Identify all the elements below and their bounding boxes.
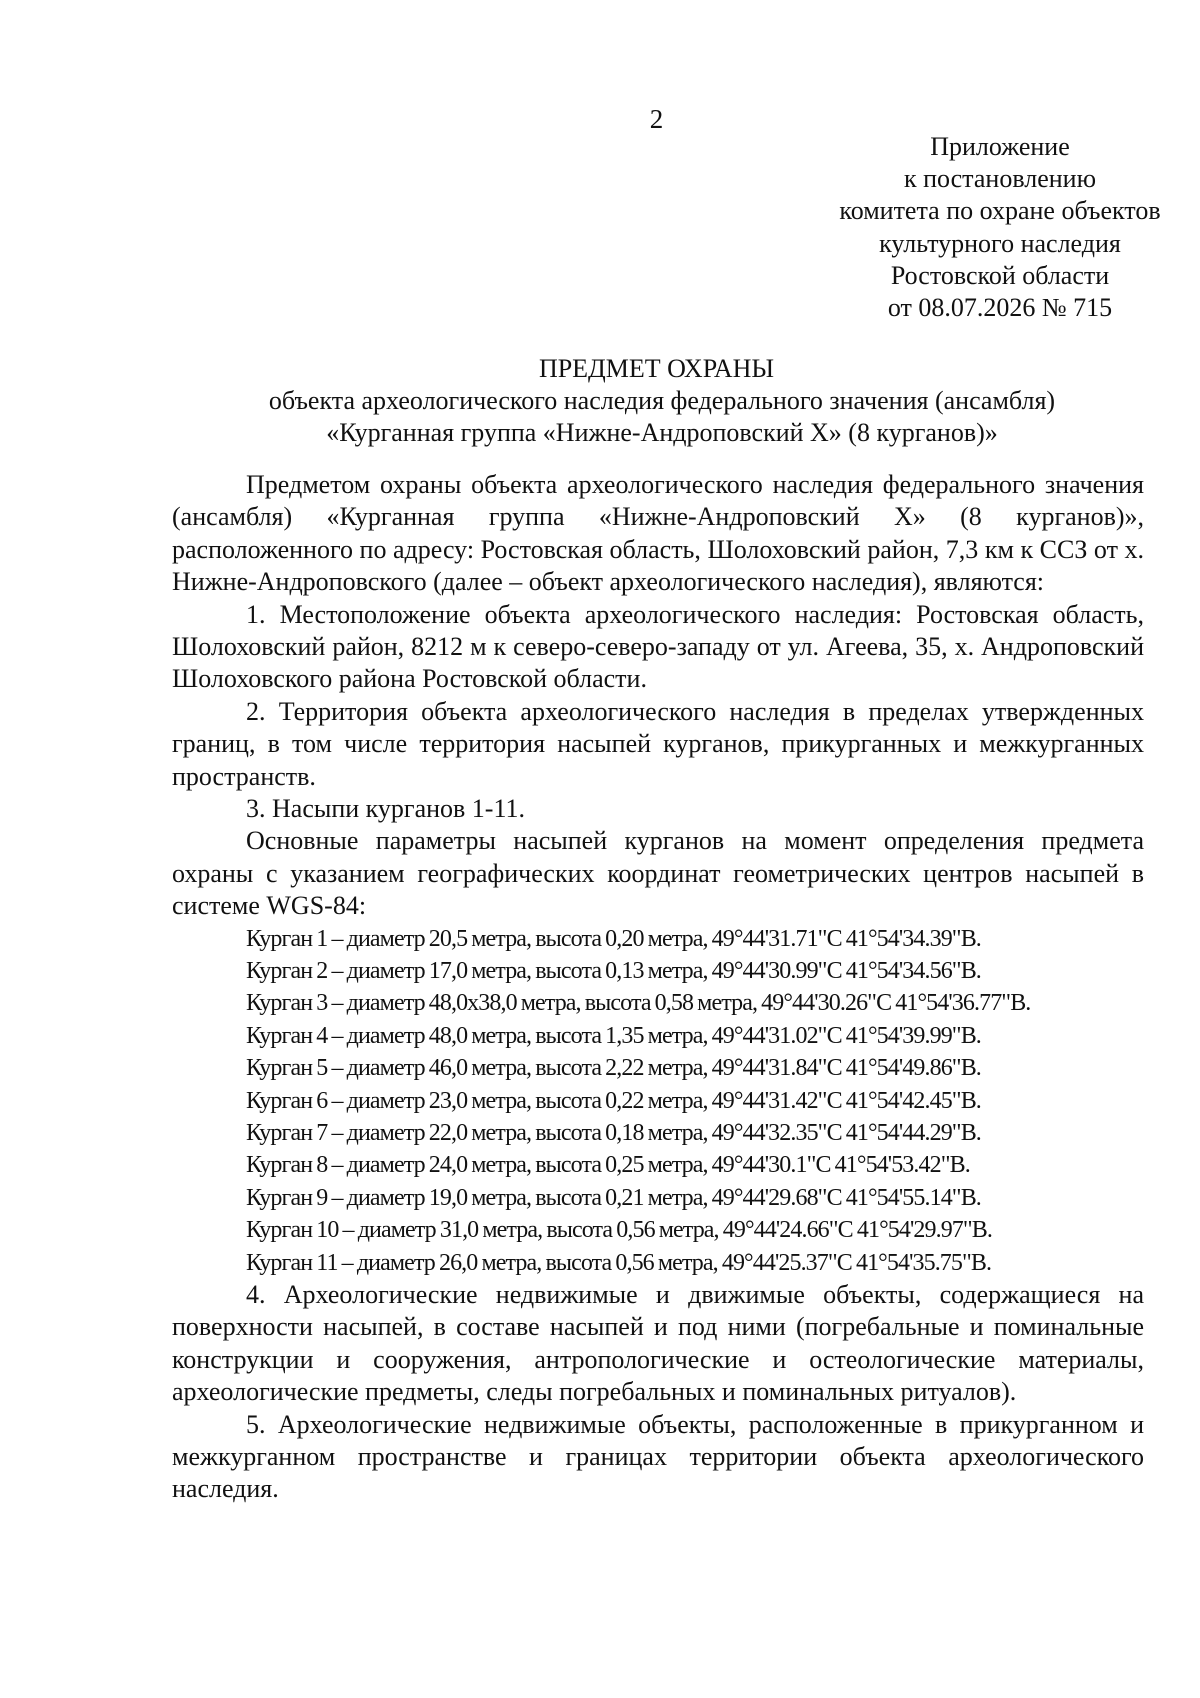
item-5-paragraph: 5. Археологические недвижимые объекты, расположенные в прикурганном и межкурганном пространстве и границах территории объекта археологического наследия. [172, 1409, 1144, 1504]
subtitle-line: «Курганная группа «Нижне-Андроповский Х» (8 курганов)» [326, 418, 998, 447]
mound-item: Курган 8 – диаметр 24,0 метра, высота 0,25 метра, 49°44'30.1"С 41°54'53.42"В. [246, 1152, 970, 1179]
intro-paragraph: Предметом охраны объекта археологического наследия федерального значения (ансамбля) «Курганная группа «Нижне-Андроповский Х» (8 курганов)», расположенного по адресу: Ростовская область, Шолоховский район, 7,3 км к ССЗ от х. Нижне-Андроповского (далее – объект археологического наследия), являются: [172, 470, 1144, 597]
item-3-paragraph: 3. Насыпи курганов 1-11. [246, 794, 526, 824]
page-number: 2 [649, 104, 664, 134]
mound-item: Курган 1 – диаметр 20,5 метра, высота 0,20 метра, 49°44'31.71"С 41°54'34.39"В. [246, 925, 981, 952]
mound-item: Курган 7 – диаметр 22,0 метра, высота 0,18 метра, 49°44'32.35"С 41°54'44.29"В. [246, 1120, 981, 1147]
mound-item: Курган 5 – диаметр 46,0 метра, высота 2,22 метра, 49°44'31.84"С 41°54'49.86"В. [246, 1055, 981, 1082]
mound-list [172, 923, 1144, 1279]
document-title: ПРЕДМЕТ ОХРАНЫ [538, 354, 775, 383]
mound-item: Курган 10 – диаметр 31,0 метра, высота 0,56 метра, 49°44'24.66"С 41°54'29.97"В. [246, 1217, 992, 1244]
appendix-block [740, 131, 1200, 324]
subtitle-line: объекта археологического наследия федерального значения (ансамбля) [268, 386, 1056, 415]
appendix-line: Ростовской области [890, 260, 1110, 290]
item-1-paragraph: 1. Местоположение объекта археологического наследия: Ростовская область, Шолоховский район, 8212 м к северо-северо-западу от ул. Агеева, 35, х. Андроповский Шолоховского района Ростовской области. [172, 599, 1144, 694]
appendix-line: Приложение [930, 132, 1070, 161]
appendix-line: комитета по охране объектов [839, 196, 1161, 226]
appendix-line: от 08.07.2026 № 715 [887, 293, 1113, 323]
mound-item: Курган 3 – диаметр 48,0х38,0 метра, высота 0,58 метра, 49°44'30.26"С 41°54'36.77"В. [246, 990, 1031, 1017]
appendix-line: к постановлению [903, 164, 1097, 194]
mound-item: Курган 9 – диаметр 19,0 метра, высота 0,21 метра, 49°44'29.68"С 41°54'55.14"В. [246, 1184, 981, 1211]
appendix-line: культурного наследия [879, 228, 1121, 258]
document-body [172, 469, 1144, 1506]
mound-item: Курган 6 – диаметр 23,0 метра, высота 0,22 метра, 49°44'31.42"С 41°54'42.45"В. [246, 1087, 981, 1114]
document-subtitle [222, 385, 1102, 449]
mound-item: Курган 11 – диаметр 26,0 метра, высота 0,56 метра, 49°44'25.37"С 41°54'35.75"В. [246, 1249, 992, 1276]
item-4-paragraph: 4. Археологические недвижимые и движимые объекты, содержащиеся на поверхности насыпей, в составе насыпей и под ними (погребальные и поминальные конструкции и сооружения, антропологические и остеологические материалы, археологические предметы, следы погребальных и поминальных ритуалов). [172, 1279, 1144, 1407]
item-2-paragraph: 2. Территория объекта археологического наследия в пределах утвержденных границ, в том числе территория насыпей курганов, прикурганных и межкурганных пространств. [172, 696, 1144, 791]
mound-item: Курган 4 – диаметр 48,0 метра, высота 1,35 метра, 49°44'31.02"С 41°54'39.99"В. [246, 1022, 981, 1049]
mound-item: Курган 2 – диаметр 17,0 метра, высота 0,13 метра, 49°44'30.99"С 41°54'34.56"В. [246, 958, 981, 985]
parameters-paragraph: Основные параметры насыпей курганов на момент определения предмета охраны с указанием географических координат геометрических центров насыпей в системе WGS-84: [172, 826, 1144, 921]
